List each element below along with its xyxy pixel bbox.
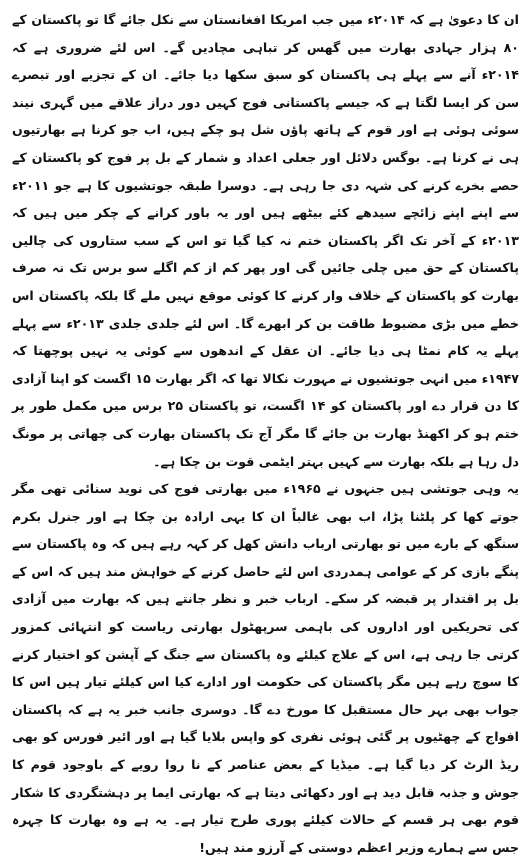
paragraph-1: ان کا دعویٰ ہے کہ ۲۰۱۴ء میں جب امریکا افغانستان سے نکل جائے گا تو پاکستان کے ۸۰ ہزار جہادی بھارت میں گھس کر تباہی مچادیں گے۔ اس لئے ضروری ہے کہ ۲۰۱۴ء آنے سے پہلے ہی پاکستان کو سبق سکھا دیا جائے۔ ان کے تجزیے اور تبصرے سن کر ایسا لگتا ہے کہ جیسے پاکستانی فوج کہیں دور دراز علاقے میں گہری نیند سوئی ہوئی ہے اور قوم کے ہاتھ پاؤں شل ہو چکے ہیں، اب جو کرنا ہے بھارتیوں ہی نے کرنا ہے۔ بوگس دلائل اور جعلی اعداد و شمار کے بل پر فوج کو پاکستان کے حصے بخرے کرنے کی شہہ دی جا رہی ہے۔ دوسرا طبقہ جوتشیوں کا ہے جو ۲۰۱۱ء سے اپنے اپنے زائچے سیدھے کئے بیٹھے ہیں اور یہ باور کرانے کے چکر میں ہیں کہ ۲۰۱۳ء کے آخر تک اگر پاکستان ختم نہ کیا گیا تو اس کے سب ستاروں کی چالیں پاکستان کے حق میں چلی جائیں گی اور پھر کم از کم اگلے سو برس تک نہ صرف بھارت کو پاکستان کے خلاف وار کرنے کا کوئی موقع نہیں ملے گا بلکہ پاکستان اس خطے میں بڑی مضبوط طاقت بن کر ابھرے گا۔ اس لئے جلدی جلدی ۲۰۱۳ء سے پہلے پہلے یہ کام نمٹا ہی دیا جائے۔ ان عقل کے اندھوں سے کوئی یہ نہیں پوچھتا کہ ۱۹۴۷ء میں انہی جوتشیوں نے مہورت نکالا تھا کہ اگر بھارت ۱۵ اگست کو اپنا آزادی کا دن قرار دے اور پاکستان کو ۱۴ اگست، تو پاکستان ۲۵ برس میں مکمل طور پر ختم ہو کر اکھنڈ بھارت بن جائے گا مگر آج تک پاکستان بھارت کی چھاتی پر مونگ دل رہا ہے بلکہ بھارت سے کہیں بہتر ایٹمی قوت بن چکا ہے۔ xyxy=(12,12,520,469)
paragraph-2: یہ وہی جوتشی ہیں جنہوں نے ۱۹۶۵ء میں بھارتی فوج کی نوید سنائی تھی مگر جوتے کھا کر پلٹنا پڑا، اب بھی غالباً ان کا یہی ارادہ بن چکا ہے اور جنرل بکرم سنگھ کے بارے میں تو بھارتی ارباب دانش کھل کر کہہ رہے ہیں کہ وہ پاکستان سے پنگے بازی کر کے عوامی ہمدردی اس لئے حاصل کرنے کے خواہش مند ہیں کہ اس کے بل پر اقتدار پر قبضہ کر سکے۔ ارباب خبر و نظر جانتے ہیں کہ بھارت میں آزادی کی تحریکیں اور اداروں کی باہمی سرپھٹول بھارتی ریاست کو انتہائی کمزور کرتی جا رہی ہے، اس کے علاج کیلئے وہ پاکستان سے جنگ کے آپشن کو اختیار کرنے کا سوچ رہے ہیں مگر پاکستان کی حکومت اور ادارے کیا اس کیلئے تیار ہیں اس کا جواب بھی بہر حال مستقبل کا مورخ دے گا۔ دوسری جانب خبر یہ ہے کہ پاکستان افواج کے چھٹیوں پر گئی ہوئی نفری کو واپس بلایا گیا ہے اور ائیر فورس کو بھی ریڈ الرٹ کر دیا گیا ہے۔ میڈیا کے بعض عناصر کے نا روا رویے کے باوجود قوم کا جوش و جذبہ قابل دید ہے اور دکھائی دیتا ہے کہ بھارتی ایما پر دہشتگردی کا شکار قوم بھی ہر قسم کے حالات کیلئے پوری طرح تیار ہے۔ یہ ہے وہ بھارت کا چہرہ جس سے ہمارے وزیر اعظم دوستی کے آرزو مند ہیں! xyxy=(12,481,519,855)
article-body xyxy=(12,6,520,855)
